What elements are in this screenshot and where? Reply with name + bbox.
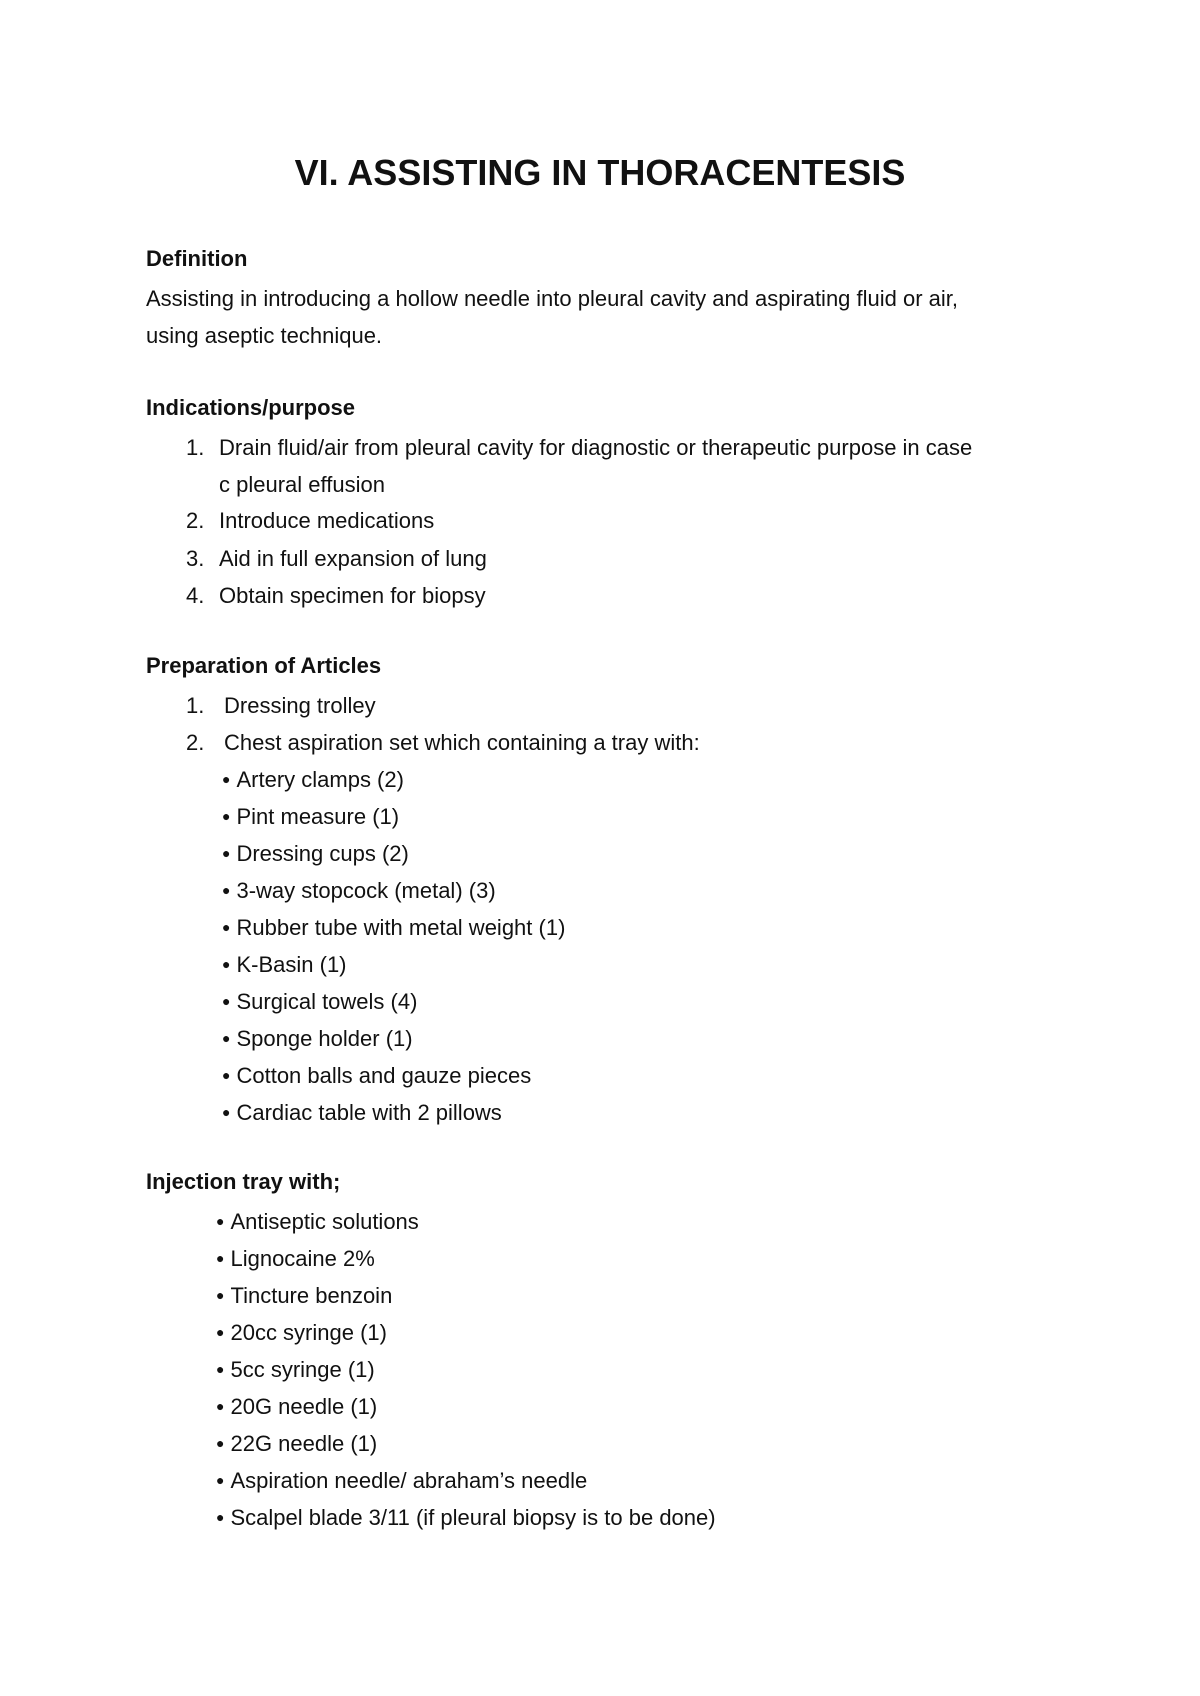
bullet-icon: ●	[216, 1287, 225, 1303]
preparation-heading: Preparation of Articles	[146, 653, 382, 678]
preparation-number: 2.	[186, 730, 205, 755]
list-item: ● Lignocaine 2%	[216, 1246, 375, 1271]
bullet-icon: ●	[216, 1435, 225, 1451]
indication-number: 4.	[186, 583, 205, 608]
definition-text-line2: using aseptic technique.	[146, 323, 383, 348]
indication-item: Introduce medications	[219, 508, 435, 533]
bullet-icon: ●	[216, 1398, 225, 1414]
list-item: ● Cardiac table with 2 pillows	[222, 1100, 502, 1125]
indication-item-continuation: c pleural effusion	[219, 472, 385, 497]
list-item: ● Rubber tube with metal weight (1)	[222, 915, 566, 940]
injection-tray-heading: Injection tray with;	[146, 1169, 341, 1194]
bullet-icon: ●	[216, 1361, 225, 1377]
list-item: ● 22G needle (1)	[216, 1431, 378, 1456]
bullet-icon: ●	[222, 808, 231, 824]
bullet-icon: ●	[222, 956, 231, 972]
bullet-icon: ●	[216, 1509, 225, 1525]
list-item: ● 5cc syringe (1)	[216, 1357, 375, 1382]
list-item: ● Antiseptic solutions	[216, 1209, 419, 1234]
bullet-icon: ●	[216, 1472, 225, 1488]
bullet-icon: ●	[222, 1030, 231, 1046]
preparation-item: Chest aspiration set which containing a tray with:	[224, 730, 700, 755]
list-item: ● Artery clamps (2)	[222, 767, 404, 792]
bullet-icon: ●	[222, 771, 231, 787]
bullet-icon: ●	[222, 919, 231, 935]
list-item: ● 3-way stopcock (metal) (3)	[222, 878, 496, 903]
bullet-icon: ●	[222, 1067, 231, 1083]
page-title: VI. ASSISTING IN THORACENTESIS	[294, 152, 906, 193]
list-item: ● 20G needle (1)	[216, 1394, 378, 1419]
list-item: ● Scalpel blade 3/11 (if pleural biopsy is to be done)	[216, 1505, 716, 1530]
bullet-icon: ●	[216, 1250, 225, 1266]
injection-tray-bullet-list	[216, 1203, 716, 1536]
bullet-icon: ●	[222, 882, 231, 898]
list-item: ● Cotton balls and gauze pieces	[222, 1063, 532, 1088]
list-item: ● Surgical towels (4)	[222, 989, 418, 1014]
bullet-icon: ●	[222, 1104, 231, 1120]
indication-number: 2.	[186, 508, 205, 533]
indication-number: 1.	[186, 435, 205, 460]
list-item: ● Pint measure (1)	[222, 804, 400, 829]
list-item: ● K-Basin (1)	[222, 952, 347, 977]
list-item: ● 20cc syringe (1)	[216, 1320, 387, 1345]
indication-item: Obtain specimen for biopsy	[219, 583, 486, 608]
definition-text-line1: Assisting in introducing a hollow needle into pleural cavity and aspirating fluid or air,	[146, 286, 959, 311]
bullet-icon: ●	[222, 993, 231, 1009]
list-item: ● Tincture benzoin	[216, 1283, 393, 1308]
indication-item: Aid in full expansion of lung	[219, 546, 487, 571]
indications-heading: Indications/purpose	[146, 395, 356, 420]
bullet-icon: ●	[222, 845, 231, 861]
indication-item: Drain fluid/air from pleural cavity for diagnostic or therapeutic purpose in case	[219, 435, 973, 460]
preparation-number: 1.	[186, 693, 205, 718]
bullet-icon: ●	[216, 1324, 225, 1340]
list-item: ● Sponge holder (1)	[222, 1026, 413, 1051]
list-item: ● Dressing cups (2)	[222, 841, 409, 866]
definition-heading: Definition	[146, 246, 248, 271]
bullet-icon: ●	[216, 1213, 225, 1229]
indication-number: 3.	[186, 546, 205, 571]
list-item: ● Aspiration needle/ abraham’s needle	[216, 1468, 588, 1493]
preparation-item: Dressing trolley	[224, 693, 376, 718]
preparation-bullet-list	[222, 761, 565, 1131]
